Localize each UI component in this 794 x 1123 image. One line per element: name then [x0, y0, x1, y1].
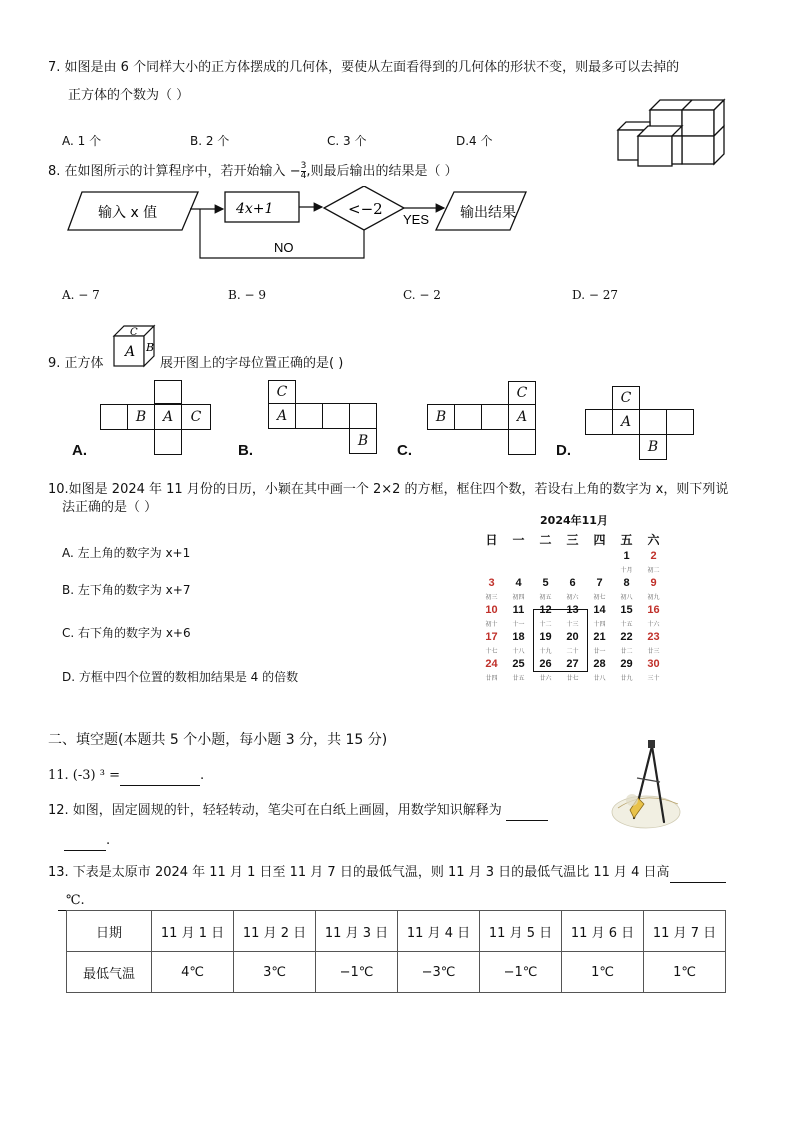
calendar-day: 24 [485, 657, 498, 670]
calendar-day: 7 [596, 576, 603, 589]
flow-input-text: 输入 x 值 [98, 205, 158, 221]
q7-option-b: B. 2 个 [190, 134, 230, 148]
table-row [67, 952, 726, 993]
calendar-lunar-day: 十一 [512, 620, 525, 628]
flow-process-text: 4x+1 [236, 201, 274, 217]
calendar-title: 2024年11月 [540, 514, 608, 527]
calendar-lunar-day: 初七 [593, 593, 606, 601]
net-b-label: B. [238, 442, 253, 459]
net-d [585, 386, 697, 462]
q11-suffix: . [199, 768, 205, 783]
calendar-day: 17 [485, 630, 498, 643]
calendar-day: 29 [620, 657, 633, 670]
net-a-a: A [154, 404, 182, 430]
calendar-day: 9 [650, 576, 657, 589]
table-cell: 11 月 7 日 [644, 911, 726, 952]
calendar-lunar-day: 廿八 [593, 674, 606, 682]
q8-fraction-num: 3 [300, 161, 307, 171]
q13-unit: ℃. [66, 893, 85, 908]
cube-front-letter: A [125, 344, 136, 360]
q7-line2: 正方体的个数为（ ） [68, 88, 190, 103]
calendar-day: 30 [647, 657, 660, 670]
calendar-lunar-day: 初九 [647, 593, 660, 601]
calendar-lunar-day: 廿二 [620, 647, 633, 655]
q8-neg-sign: − [289, 164, 301, 179]
calendar-lunar-day: 廿一 [593, 647, 606, 655]
calendar-day: 1 [623, 549, 630, 562]
net-b-c: C [268, 380, 296, 404]
calendar-lunar-day: 初二 [647, 566, 660, 574]
flow-output-text: 输出结果 [460, 205, 516, 221]
calendar-row [478, 548, 667, 563]
flow-condition-text: <−2 [348, 200, 383, 218]
net-d-c: C [612, 386, 640, 410]
calendar-day: 28 [593, 657, 606, 670]
q11-answer-blank[interactable] [120, 771, 200, 786]
weekday-sat: 六 [647, 532, 660, 547]
q8-flowchart [64, 186, 534, 266]
calendar-day: 12 [539, 603, 552, 616]
q8-fraction-den: 4 [300, 171, 307, 181]
q10-line1: 10.如图是 2024 年 11 月份的日历，小颖在其中画一个 2×2 的方框，框住四个数，若设右上角的数字为 x，则下列说 [48, 482, 729, 497]
q11-prefix: 11. (-3) ³ = [48, 768, 120, 783]
calendar-lunar-day: 廿六 [539, 674, 552, 682]
calendar-day: 18 [512, 630, 525, 643]
net-c-a: A [508, 404, 536, 430]
table-cell: 4℃ [152, 952, 234, 993]
calendar-lunar-day: 廿三 [647, 647, 660, 655]
q13-answer-blank-1[interactable] [670, 868, 726, 883]
calendar-day: 10 [485, 603, 498, 616]
calendar-day [559, 548, 586, 563]
calendar-lunar-row [478, 563, 667, 575]
net-b-a: A [268, 403, 296, 429]
calendar-lunar-day: 十九 [539, 647, 552, 655]
q8-option-d: D. − 27 [572, 288, 618, 302]
net-a-label: A. [72, 442, 87, 459]
net-c [427, 381, 539, 457]
calendar [478, 512, 670, 683]
calendar-day: 14 [593, 603, 606, 616]
calendar-lunar-day: 二十 [566, 647, 579, 655]
table-cell: 1℃ [644, 952, 726, 993]
q7-option-a: A. 1 个 [62, 134, 102, 148]
calendar-lunar-day: 十二 [539, 620, 552, 628]
weekday-sun: 日 [485, 532, 498, 547]
calendar-day: 27 [566, 657, 579, 670]
calendar-day: 22 [620, 630, 633, 643]
q12-answer-blank-2[interactable] [64, 836, 106, 851]
table-header-date: 日期 [67, 911, 152, 952]
calendar-day: 5 [542, 576, 549, 589]
calendar-lunar-day [559, 563, 586, 575]
q13-line2 [58, 891, 85, 911]
q9-cube-icon [110, 322, 158, 370]
calendar-2x2-frame [533, 609, 588, 672]
q13-answer-blank-2[interactable] [58, 896, 66, 911]
calendar-lunar-day: 十五 [620, 620, 633, 628]
weekday-fri: 五 [620, 532, 633, 547]
net-b-b: B [349, 428, 377, 454]
table-cell: 1℃ [562, 952, 644, 993]
compass-image [604, 738, 700, 838]
calendar-day: 21 [593, 630, 606, 643]
weekday-mon: 一 [512, 532, 525, 547]
q9-prefix: 9. 正方体 [48, 356, 104, 371]
table-cell: 11 月 2 日 [234, 911, 316, 952]
calendar-day: 23 [647, 630, 660, 643]
q7-cube-figure [612, 96, 732, 172]
calendar-day [505, 548, 532, 563]
table-cell: −3℃ [398, 952, 480, 993]
q10-option-b: B. 左下角的数字为 x+7 [62, 583, 191, 597]
calendar-lunar-row [478, 590, 667, 602]
weekday-wed: 三 [566, 532, 579, 547]
calendar-lunar-day: 廿四 [485, 674, 498, 682]
calendar-row [478, 575, 667, 590]
calendar-day: 3 [488, 576, 495, 589]
calendar-lunar-day: 十三 [566, 620, 579, 628]
temperature-table [66, 910, 726, 993]
q7-option-c: C. 3 个 [327, 134, 367, 148]
table-header-temp: 最低气温 [67, 952, 152, 993]
calendar-day: 8 [623, 576, 630, 589]
calendar-lunar-day: 十七 [485, 647, 498, 655]
net-d-label: D. [556, 442, 571, 459]
table-row [67, 911, 726, 952]
calendar-lunar-day: 初五 [539, 593, 552, 601]
calendar-lunar-day: 十月 [620, 566, 633, 574]
net-c-b: B [427, 404, 455, 430]
calendar-lunar-day: 初八 [620, 593, 633, 601]
calendar-lunar-day: 三十 [647, 674, 660, 682]
calendar-lunar-day: 十四 [593, 620, 606, 628]
calendar-lunar-day: 初十 [485, 620, 498, 628]
q8-suffix: ,则最后输出的结果是（ ） [306, 164, 458, 179]
q12-line1: 12. 如图，固定圆规的针，轻轻转动，笔尖可在白纸上画圆，用数学知识解释为 [48, 803, 502, 818]
cube-side-letter: B [146, 341, 155, 354]
calendar-lunar-day: 廿五 [512, 674, 525, 682]
calendar-day [532, 548, 559, 563]
calendar-lunar-row [478, 671, 667, 683]
calendar-lunar-day [505, 563, 532, 575]
flow-yes-label: YES [403, 212, 430, 227]
q8-option-c: C. − 2 [403, 288, 441, 302]
q13-line1 [48, 863, 726, 883]
flow-no-label: NO [274, 240, 294, 255]
calendar-day: 25 [512, 657, 525, 670]
calendar-day: 20 [566, 630, 579, 643]
q7-option-d: D.4 个 [456, 134, 493, 148]
calendar-day: 4 [515, 576, 522, 589]
calendar-day: 2 [650, 549, 657, 562]
calendar-lunar-day: 初三 [485, 593, 498, 601]
table-cell: 11 月 4 日 [398, 911, 480, 952]
net-a-b: B [127, 404, 155, 430]
cube-top-letter: C [130, 327, 138, 338]
calendar-lunar-day [478, 563, 505, 575]
q10-option-d: D. 方框中四个位置的数相加结果是 4 的倍数 [62, 670, 299, 684]
net-b [268, 380, 380, 456]
calendar-lunar-day [586, 563, 613, 575]
net-c-label: C. [397, 442, 412, 459]
q11 [48, 766, 204, 786]
calendar-lunar-day: 十八 [512, 647, 525, 655]
calendar-day [478, 548, 505, 563]
q8-option-a: A. − 7 [62, 288, 100, 302]
calendar-day: 6 [569, 576, 576, 589]
q8-option-b: B. − 9 [228, 288, 266, 302]
table-cell: 11 月 6 日 [562, 911, 644, 952]
calendar-day: 16 [647, 603, 660, 616]
q7-line1: 7. 如图是由 6 个同样大小的正方体摆成的几何体，要使从左面看得到的几何体的形状不变，则最多可以去掉的 [48, 60, 680, 75]
calendar-day: 19 [539, 630, 552, 643]
calendar-day: 26 [539, 657, 552, 670]
q9-suffix: 展开图上的字母位置正确的是( ) [160, 356, 344, 371]
q10-option-a: A. 左上角的数字为 x+1 [62, 546, 191, 560]
q8-prefix: 8. 在如图所示的计算程序中，若开始输入 [48, 164, 286, 179]
weekday-thu: 四 [593, 532, 606, 547]
table-cell: 3℃ [234, 952, 316, 993]
q12-suffix: . [106, 833, 111, 848]
calendar-lunar-day: 初四 [512, 593, 525, 601]
q12-line2 [64, 831, 110, 851]
q10-option-c: C. 右下角的数字为 x+6 [62, 626, 191, 640]
q12-answer-blank-1[interactable] [506, 806, 548, 821]
q13-stem: 13. 下表是太原市 2024 年 11 月 1 日至 11 月 7 日的最低气温，则 11 月 3 日的最低气温比 11 月 4 日高 [48, 865, 670, 880]
table-cell: 11 月 1 日 [152, 911, 234, 952]
table-cell: −1℃ [480, 952, 562, 993]
calendar-day: 11 [512, 603, 525, 616]
net-c-c: C [508, 381, 536, 405]
table-cell: 11 月 3 日 [316, 911, 398, 952]
q10-line2: 法正确的是（ ） [62, 500, 158, 515]
net-d-b: B [639, 434, 667, 460]
calendar-day: 15 [620, 603, 633, 616]
calendar-lunar-day: 廿七 [566, 674, 579, 682]
weekday-tue: 二 [539, 532, 552, 547]
q8-stem [48, 162, 458, 182]
calendar-lunar-day: 初六 [566, 593, 579, 601]
net-a-c: C [181, 404, 211, 430]
calendar-lunar-day: 十六 [647, 620, 660, 628]
table-cell: 11 月 5 日 [480, 911, 562, 952]
calendar-day: 13 [566, 603, 579, 616]
calendar-lunar-day [532, 563, 559, 575]
table-cell: −1℃ [316, 952, 398, 993]
net-d-a: A [612, 409, 640, 435]
section2-heading: 二、填空题(本题共 5 个小题，每小题 3 分，共 15 分) [48, 732, 388, 748]
calendar-day [586, 548, 613, 563]
calendar-lunar-day: 廿九 [620, 674, 633, 682]
q12 [48, 801, 548, 821]
net-a [100, 380, 212, 456]
